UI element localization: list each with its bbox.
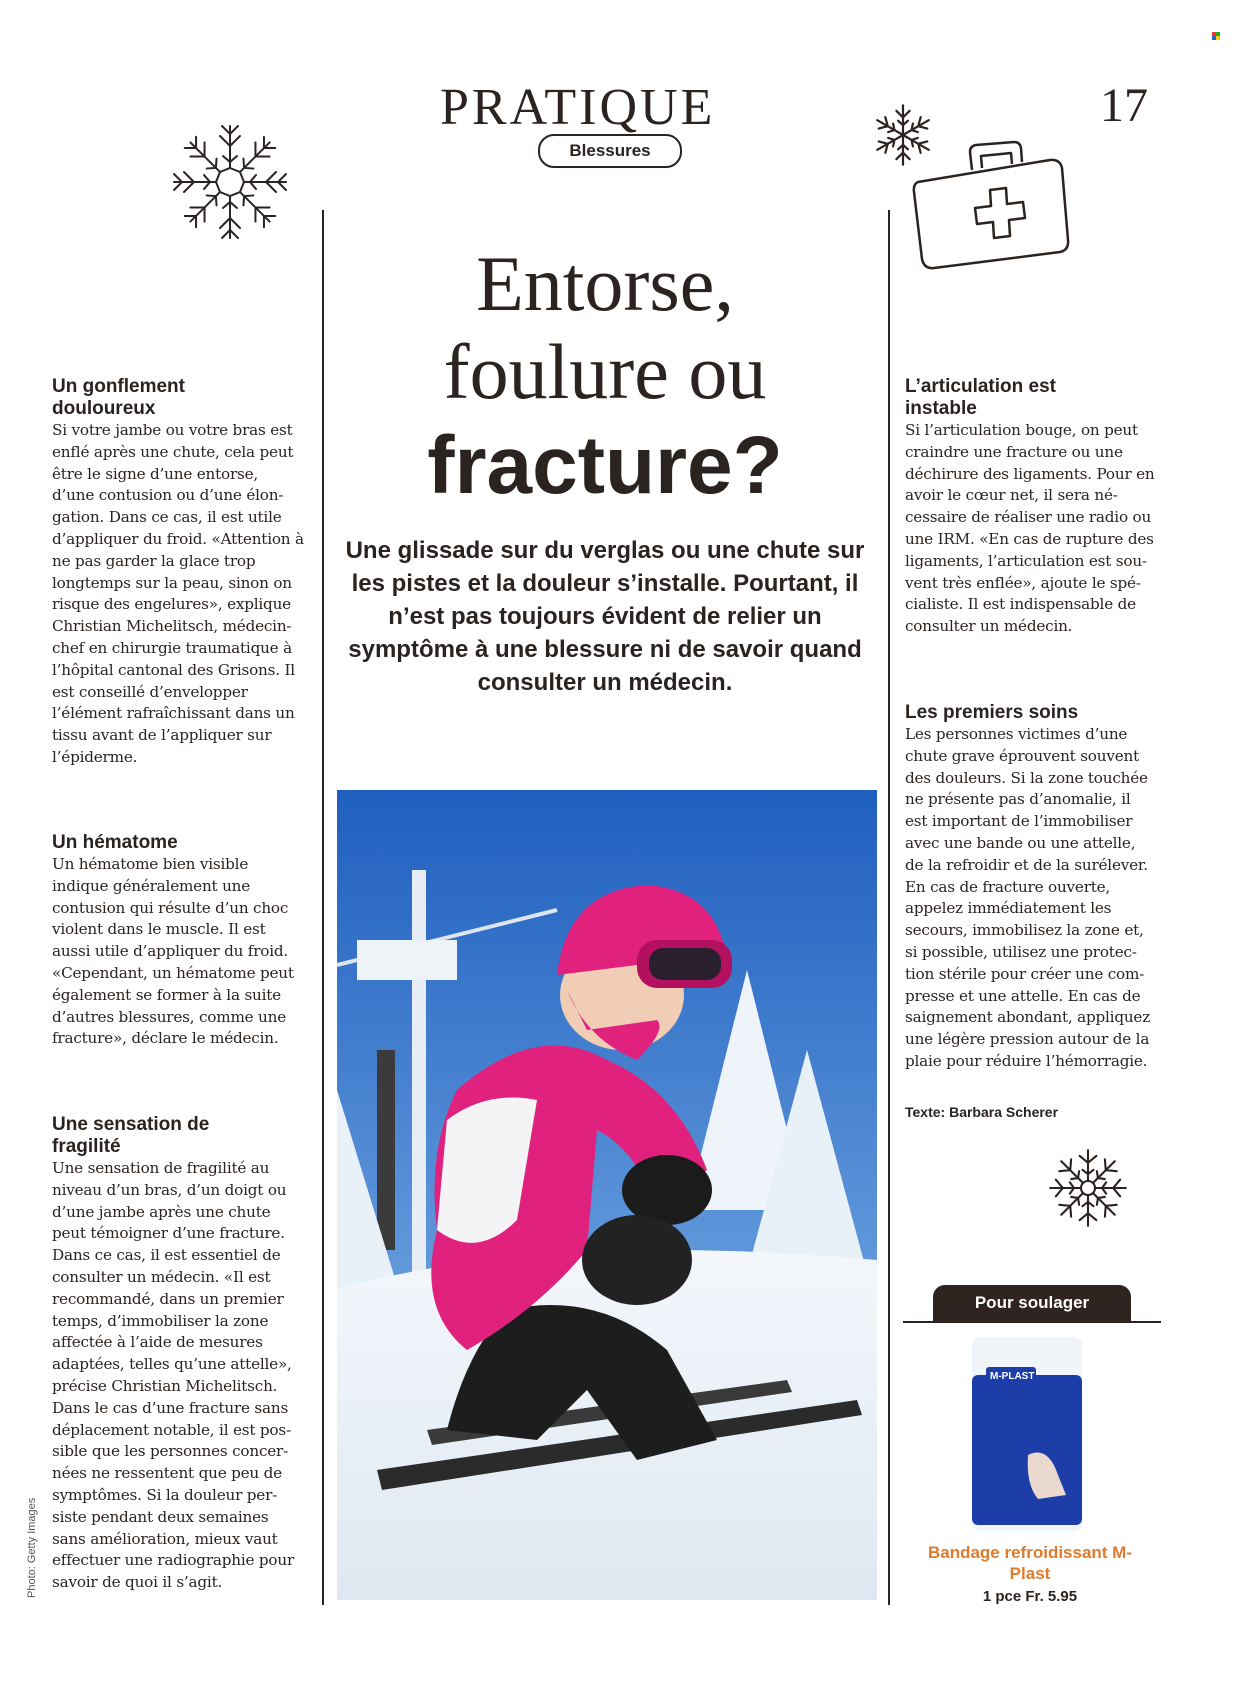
- snowflake-icon: [1046, 1146, 1130, 1230]
- snowflake-icon: [170, 122, 290, 242]
- section-hematoma: [52, 832, 304, 1050]
- headline-line-3: fracture?: [427, 420, 783, 511]
- section-body: Si votre jambe ou votre bras est enflé après une chute, cela peut être le signe d’une entorse, d’une contusion ou d’une élongation. Dans ce cas, il est utile d’appliquer du froid. «Attention à ne pas garder la glace trop longtemps sur la peau, sinon on risque des engelures», explique Christian Michelitsch, médecin-chef en chirurgie traumatique à l’hôpital cantonal des Grisons. Il est conseillé d’envelopper l’élément rafraîchissant dans un tissu avant de l’appliquer sur l’épiderme.: [52, 421, 304, 766]
- promo-rule: [903, 1321, 1161, 1323]
- color-mark-icon: [1212, 32, 1220, 40]
- product-price: 1 pce Fr. 5.95: [982, 1588, 1078, 1605]
- section-body: Les personnes victimes d’une chute grave éprouvent souvent des douleurs. Si la zone touchée ne présente pas d’anomalie, il est important de l’immobiliser avec une bande ou une attelle, de la refroidir et de la surélever. En cas de fracture ouverte, appelez immédiatement les secours, immobilisez la zone et, si possible, utilisez une protection stérile pour créer une compresse et une attelle. En cas de saignement abondant, appliquez une légère pression autour de la plaie pour réduire l’hémorragie.: [905, 725, 1151, 1070]
- skier-photo: [337, 790, 877, 1600]
- section-body: Une sensation de fragilité au niveau d’un bras, d’un doigt ou d’une jambe après une chute peut témoigner d’une fracture. Dans ce cas, il est essentiel de consulter un médecin. «Il est recommandé, dans un premier temps, d’immobiliser la zone affectée à l’aide de mesures adaptées, telles qu’une attelle», précise Christian Michelitsch. Dans le cas d’une fracture sans déplacement notable, il est possible que les personnes concernées ne ressentent que peu de symptômes. Si la douleur persiste pendant deux semaines sans amélioration, mieux vaut effectuer une radiographie pour savoir de quoi il s’agit.: [52, 1159, 295, 1592]
- promo-label: Pour soulager: [933, 1285, 1131, 1321]
- headline-line-1: Entorse,: [476, 240, 734, 327]
- headline-line-2: foulure ou: [443, 328, 767, 415]
- first-aid-kit-icon: [910, 140, 1072, 280]
- page-number: 17: [1100, 79, 1148, 132]
- section-fragility: [52, 1114, 304, 1594]
- section-heading: Les premiers soins: [905, 702, 1079, 723]
- section-swelling: [52, 376, 304, 769]
- lead-paragraph: Une glissade sur du verglas ou une chute sur les pistes et la douleur s’installe. Pourtant, il n’est pas toujours évident de relier un symptôme à une blessure ni de savoir quand consulter un médecin.: [345, 537, 865, 696]
- product-package: [968, 1335, 1086, 1535]
- section-tag: Blessures: [538, 134, 682, 168]
- section-body: Un hématome bien visible indique généralement une contusion qui résulte d’un choc violent dans le muscle. Il est aussi utile d’appliquer du froid. «Cependant, un hématome peut également se former à la suite d’autres blessures, comme une fracture», déclare le médecin.: [52, 855, 294, 1048]
- column-rule: [888, 210, 890, 1605]
- photo-credit: Photo: Getty Images: [26, 1497, 38, 1598]
- section-heading: Un gonflement douloureux: [52, 376, 185, 419]
- section-heading: Une sensation de fragilité: [52, 1114, 210, 1157]
- section-body: Si l’articulation bouge, on peut craindre une fracture ou une déchirure des ligaments. Pour en avoir le cœur net, il sera nécessaire de réaliser une radio ou une IRM. «En cas de rupture des ligaments, l’articulation est souvent très enflée», ajoute le spécialiste. Il est indispensable de consulter un médecin.: [905, 421, 1155, 636]
- byline: Texte: Barbara Scherer: [905, 1104, 1059, 1120]
- section-unstable-joint: [905, 376, 1157, 638]
- headline: [335, 240, 875, 514]
- section-first-aid: [905, 702, 1157, 1073]
- product-name: Bandage refroidissant M-Plast: [927, 1543, 1133, 1583]
- column-rule: [322, 210, 324, 1605]
- section-heading: Un hématome: [52, 832, 178, 853]
- section-title: PRATIQUE: [440, 79, 716, 136]
- section-heading: L’articulation est instable: [905, 376, 1056, 419]
- product-brand: M-PLAST: [990, 1371, 1035, 1382]
